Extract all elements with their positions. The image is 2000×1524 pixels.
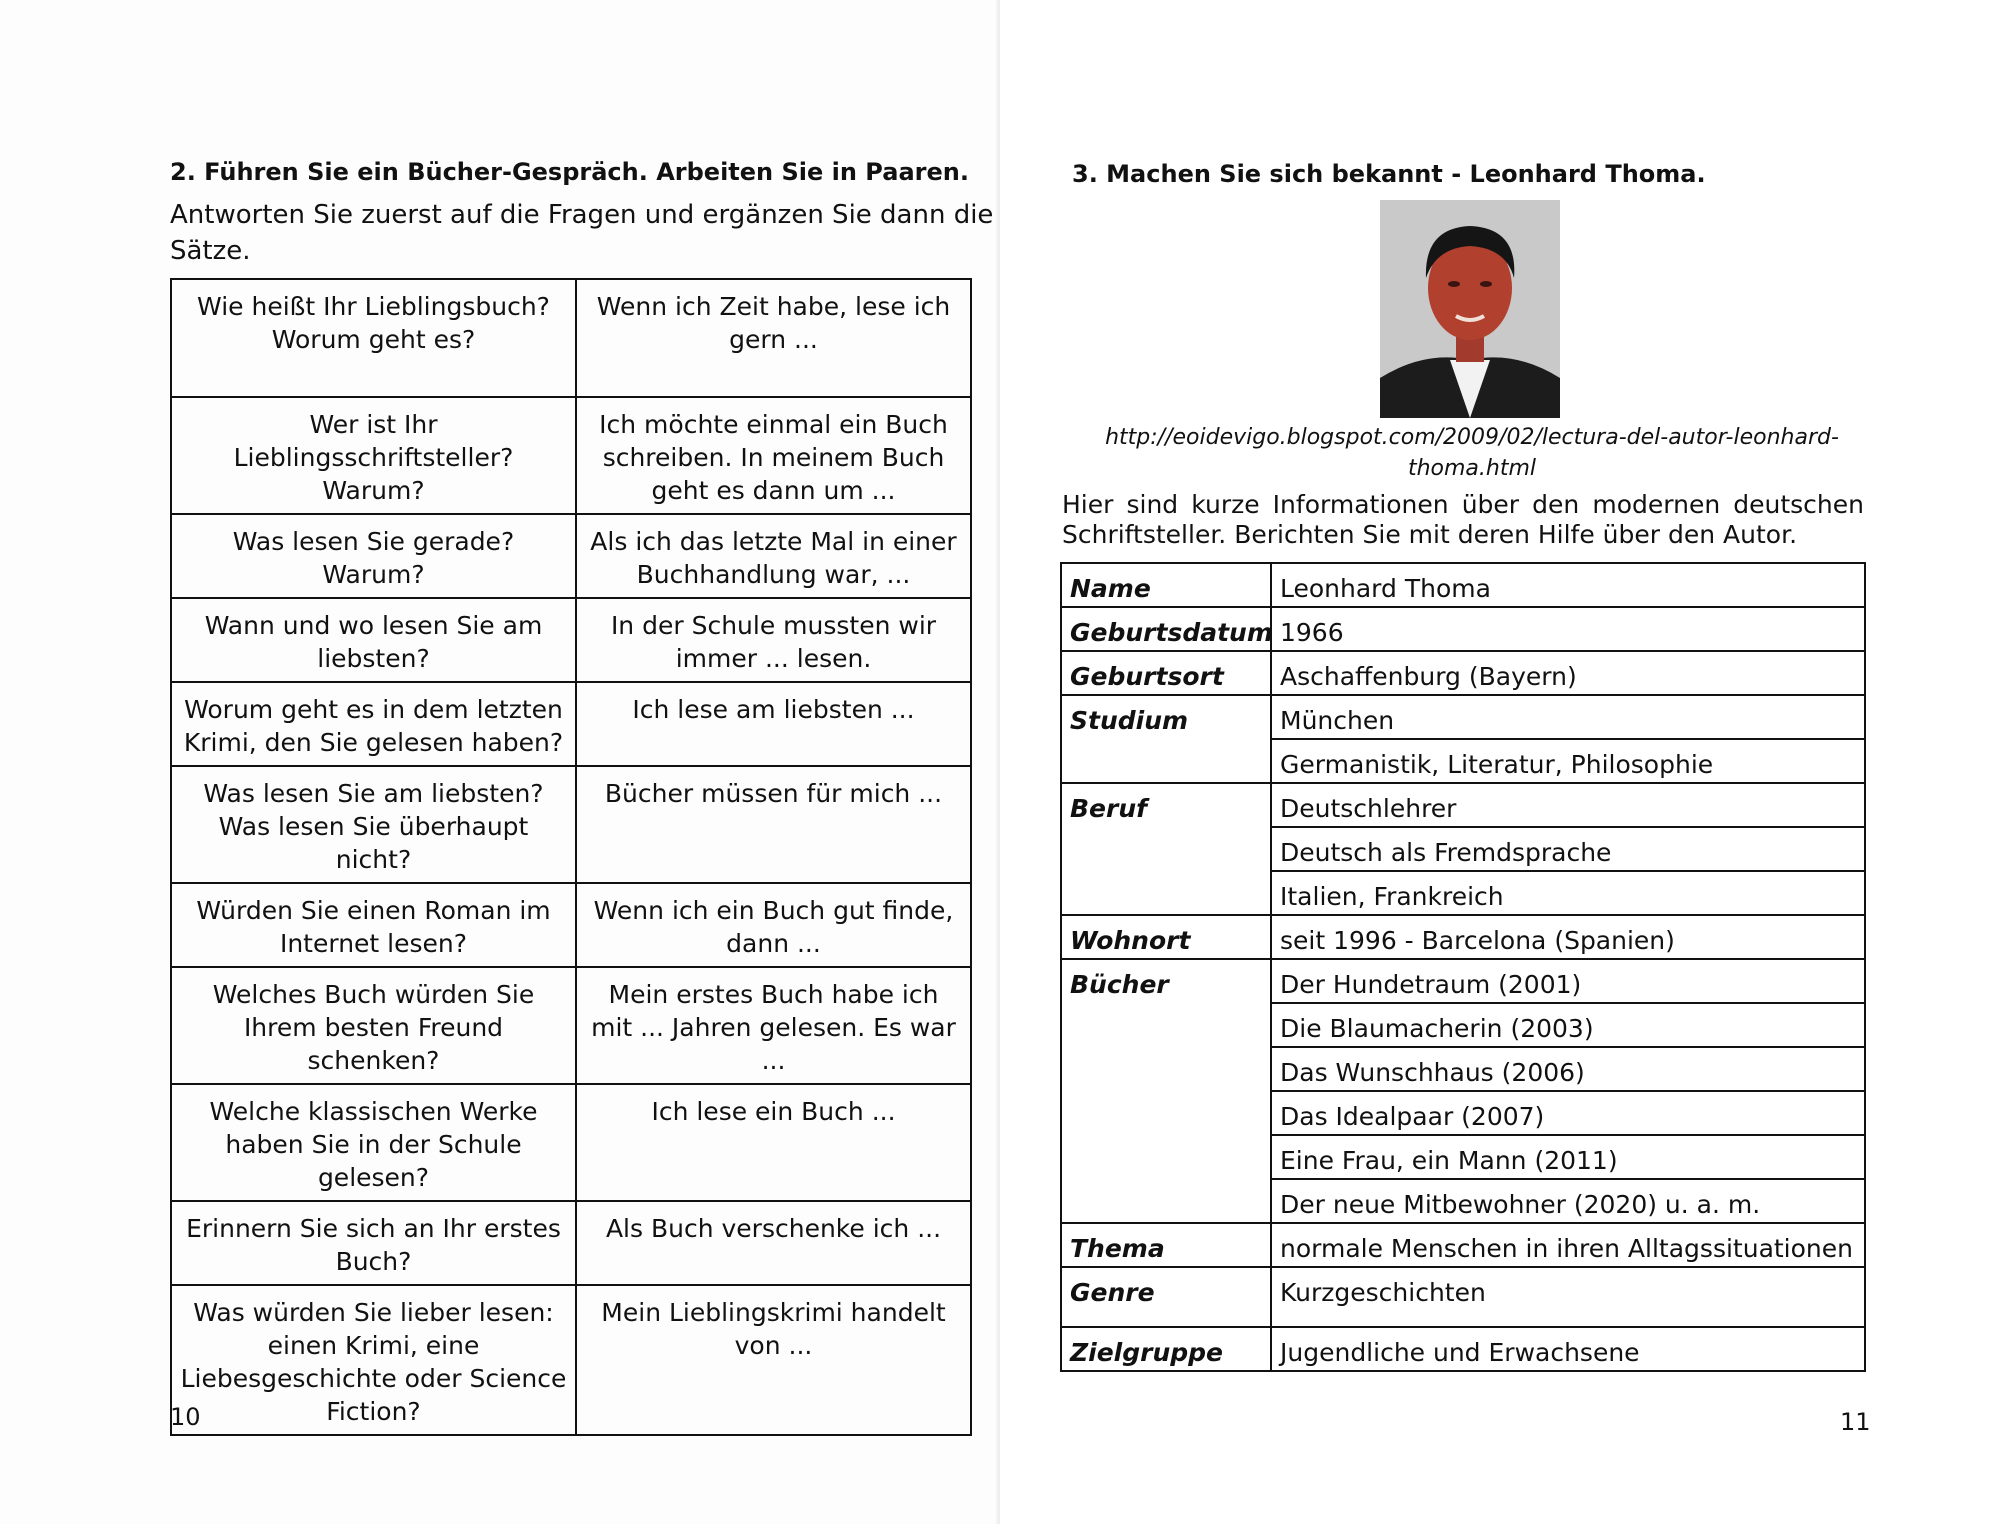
genre-label: Genre	[1061, 1267, 1271, 1327]
name-value: Leonhard Thoma	[1271, 563, 1865, 607]
birthdate-value: 1966	[1271, 607, 1865, 651]
table-row	[1061, 695, 1865, 739]
sentence-cell: Bücher müssen für mich ...	[576, 766, 971, 883]
table-row	[171, 279, 971, 397]
question-cell: Wie heißt Ihr Lieblingsbuch? Worum geht es?	[171, 279, 576, 397]
genre-value: Kurzgeschichten	[1271, 1267, 1865, 1327]
sentence-cell: Wenn ich Zeit habe, lese ich gern ...	[576, 279, 971, 397]
residence-label: Wohnort	[1061, 915, 1271, 959]
page-number: 10	[170, 1403, 201, 1431]
table-row	[1061, 563, 1865, 607]
question-cell: Was würden Sie lieber lesen: einen Krimi, eine Liebesgeschichte oder Science Fiction?	[171, 1285, 576, 1435]
question-cell: Würden Sie einen Roman im Internet lesen?	[171, 883, 576, 967]
intro-line: Sätze.	[170, 236, 251, 266]
table-row	[171, 967, 971, 1084]
exercise-2-intro	[170, 197, 993, 269]
job-value: Deutschlehrer	[1271, 783, 1865, 827]
table-row	[171, 598, 971, 682]
study-label: Studium	[1061, 695, 1271, 783]
question-cell: Welches Buch würden Sie Ihrem besten Freund schenken?	[171, 967, 576, 1084]
book-value: Der neue Mitbewohner (2020) u. a. m.	[1271, 1179, 1865, 1223]
sentence-cell: Wenn ich ein Buch gut finde, dann ...	[576, 883, 971, 967]
sentence-cell: Ich möchte einmal ein Buch schreiben. In meinem Buch geht es dann um ...	[576, 397, 971, 514]
right-page	[1000, 0, 2000, 1524]
sentence-cell: Mein erstes Buch habe ich mit ... Jahren gelesen. Es war ...	[576, 967, 971, 1084]
book-value: Der Hundetraum (2001)	[1271, 959, 1865, 1003]
table-row	[1061, 607, 1865, 651]
table-row	[1061, 1223, 1865, 1267]
theme-value: normale Menschen in ihren Alltagssituationen	[1271, 1223, 1865, 1267]
book-value: Die Blaumacherin (2003)	[1271, 1003, 1865, 1047]
table-row	[171, 397, 971, 514]
birthplace-label: Geburtsort	[1061, 651, 1271, 695]
photo-source-url	[1082, 422, 1862, 484]
table-row	[171, 1084, 971, 1201]
exercise-3-intro	[1062, 490, 1864, 550]
table-row	[1061, 959, 1865, 1003]
sentence-cell: Mein Lieblingskrimi handelt von ...	[576, 1285, 971, 1435]
author-photo	[1380, 200, 1560, 418]
study-value: München	[1271, 695, 1865, 739]
intro-line: Schriftsteller. Berichten Sie mit deren Hilfe über den Autor.	[1062, 520, 1798, 549]
page-number: 11	[1840, 1408, 1871, 1436]
books-label: Bücher	[1061, 959, 1271, 1223]
book-value: Das Idealpaar (2007)	[1271, 1091, 1865, 1135]
table-row	[1061, 651, 1865, 695]
table-row	[171, 682, 971, 766]
table-row	[1061, 1327, 1865, 1371]
name-label: Name	[1061, 563, 1271, 607]
sentence-cell: Als Buch verschenke ich ...	[576, 1201, 971, 1285]
table-row	[171, 1285, 971, 1435]
question-cell: Was lesen Sie gerade? Warum?	[171, 514, 576, 598]
exercise-3-heading: 3. Machen Sie sich bekannt - Leonhard Thoma.	[1072, 160, 1706, 188]
exercise-2-heading: 2. Führen Sie ein Bücher-Gespräch. Arbeiten Sie in Paaren.	[170, 158, 969, 186]
conversation-table	[170, 278, 972, 1436]
table-row	[171, 1201, 971, 1285]
url-line: thoma.html	[1407, 456, 1537, 481]
question-cell: Welche klassischen Werke haben Sie in der Schule gelesen?	[171, 1084, 576, 1201]
birthdate-label: Geburtsdatum	[1061, 607, 1271, 651]
question-cell: Wann und wo lesen Sie am liebsten?	[171, 598, 576, 682]
table-row	[171, 766, 971, 883]
question-cell: Was lesen Sie am liebsten? Was lesen Sie überhaupt nicht?	[171, 766, 576, 883]
sentence-cell: Als ich das letzte Mal in einer Buchhandlung war, ...	[576, 514, 971, 598]
table-row	[1061, 1267, 1865, 1327]
url-line: http://eoidevigo.blogspot.com/2009/02/lectura-del-autor-leonhard-	[1105, 425, 1839, 450]
job-value: Deutsch als Fremdsprache	[1271, 827, 1865, 871]
table-row	[1061, 915, 1865, 959]
question-cell: Wer ist Ihr Lieblingsschriftsteller? Warum?	[171, 397, 576, 514]
residence-value: seit 1996 - Barcelona (Spanien)	[1271, 915, 1865, 959]
sentence-cell: Ich lese am liebsten ...	[576, 682, 971, 766]
table-row	[1061, 783, 1865, 827]
table-row	[171, 514, 971, 598]
birthplace-value: Aschaffenburg (Bayern)	[1271, 651, 1865, 695]
job-label: Beruf	[1061, 783, 1271, 915]
table-row	[171, 883, 971, 967]
sentence-cell: Ich lese ein Buch ...	[576, 1084, 971, 1201]
book-value: Eine Frau, ein Mann (2011)	[1271, 1135, 1865, 1179]
author-info-table	[1060, 562, 1866, 1372]
theme-label: Thema	[1061, 1223, 1271, 1267]
study-value: Germanistik, Literatur, Philosophie	[1271, 739, 1865, 783]
intro-line: Hier sind kurze Informationen über den modernen deutschen	[1062, 490, 1864, 519]
audience-label: Zielgruppe	[1061, 1327, 1271, 1371]
audience-value: Jugendliche und Erwachsene	[1271, 1327, 1865, 1371]
sentence-cell: In der Schule mussten wir immer ... lesen.	[576, 598, 971, 682]
job-value: Italien, Frankreich	[1271, 871, 1865, 915]
portrait-image	[1380, 200, 1560, 418]
intro-line: Antworten Sie zuerst auf die Fragen und ergänzen Sie dann die	[170, 200, 994, 230]
question-cell: Erinnern Sie sich an Ihr erstes Buch?	[171, 1201, 576, 1285]
question-cell: Worum geht es in dem letzten Krimi, den Sie gelesen haben?	[171, 682, 576, 766]
book-value: Das Wunschhaus (2006)	[1271, 1047, 1865, 1091]
